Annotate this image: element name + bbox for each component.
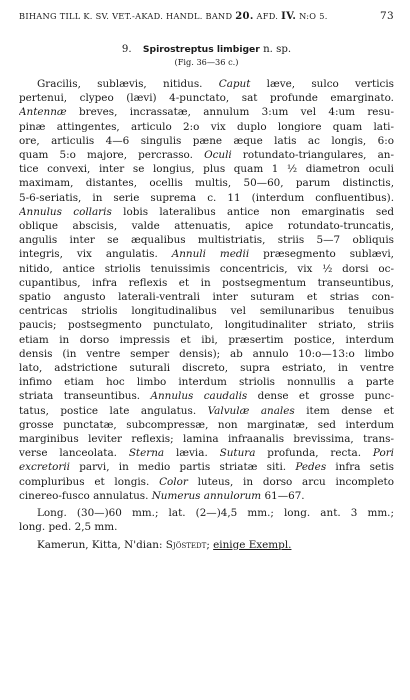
text-segment: integris, vix angulatis. bbox=[19, 248, 172, 261]
italic-term: Sutura bbox=[219, 447, 256, 460]
text-line bbox=[19, 191, 394, 205]
italic-term: Sterna bbox=[128, 447, 165, 460]
text-line bbox=[19, 176, 394, 190]
text-segment: oblique abscisis, valde attenuatis, apice rotundato-truncatis, bbox=[19, 220, 394, 233]
text-segment: dense et grosse punc- bbox=[247, 390, 394, 403]
text-segment: long. ped. 2,5 mm. bbox=[19, 521, 118, 534]
text-line bbox=[19, 489, 394, 503]
text-segment: centricas striolis longitudinalibus vel semilunaribus tenuibus bbox=[19, 305, 394, 318]
text-segment: infimo etiam hoc limbo interdum striolis nonnullis a parte bbox=[19, 376, 394, 389]
text-segment: tice convexi, inter se longius, plus quam 1 ½ diametron oculi bbox=[19, 163, 394, 176]
text-segment: ; bbox=[206, 538, 214, 551]
text-segment: Long. (30—)60 mm.; lat. (2—)4,5 mm.; long. ant. 3 mm.; bbox=[37, 507, 394, 520]
figure-reference: (Fig. 36—36 c.) bbox=[174, 57, 239, 67]
text-segment: Sjöstedt bbox=[165, 538, 207, 551]
running-header bbox=[19, 10, 394, 22]
text-line bbox=[19, 404, 394, 418]
text-line bbox=[19, 105, 394, 119]
text-segment: Kamerun, Kitta, N'dian: bbox=[37, 538, 166, 551]
italic-term: Annuli medii bbox=[171, 248, 250, 261]
text-line bbox=[19, 333, 394, 347]
entry-number: 9. bbox=[121, 44, 132, 55]
text-segment: breves, incrassatæ, annulum 3:um vel 4:um resu- bbox=[66, 106, 394, 119]
text-segment: 61—67. bbox=[261, 489, 305, 502]
text-segment: item dense et bbox=[294, 404, 394, 417]
text-segment: cinereo-fusco annulatus. bbox=[19, 489, 152, 502]
text-segment: parvi, in medio partis striatæ siti. bbox=[70, 461, 296, 474]
species-suffix: n. sp. bbox=[263, 44, 292, 55]
text-line bbox=[19, 538, 394, 552]
italic-term: Caput bbox=[218, 78, 251, 90]
text-segment: einige Exempl. bbox=[213, 538, 292, 551]
text-segment: Gracilis, sublævis, nitidus. bbox=[37, 78, 219, 90]
text-segment: profunda, recta. bbox=[255, 447, 373, 460]
text-line bbox=[19, 375, 394, 389]
text-line bbox=[19, 460, 394, 474]
italic-term: Color bbox=[159, 475, 188, 488]
text-segment: rotundato-triangulares, an- bbox=[231, 149, 394, 162]
text-line bbox=[19, 290, 394, 304]
italic-term: excretorii bbox=[19, 461, 70, 474]
text-line bbox=[19, 219, 394, 233]
text-segment: ore, articulis 4—6 singulis pæne æque latis ac longis, 6:o bbox=[19, 134, 394, 147]
text-segment: quam 5:o majore, percrasso. bbox=[19, 149, 205, 162]
text-segment: paucis; postsegmento punctulato, longitudinaliter striato, striis bbox=[19, 319, 394, 332]
text-segment: etiam in dorso impressis et ibi, præsertim postice, interdum bbox=[19, 333, 394, 346]
text-line bbox=[19, 262, 394, 276]
text-segment: marginibus leviter reflexis; lamina infraanalis brevissima, trans- bbox=[19, 433, 394, 446]
text-segment: lobis lateralibus antice non emarginatis sed bbox=[111, 205, 394, 218]
journal-citation: BIHANG TILL K. SV. VET.-AKAD. HANDL. BAND 20. AFD. IV. N:O 5. bbox=[19, 11, 328, 22]
italic-term: Numerus annulorum bbox=[151, 489, 262, 502]
text-segment: læve, sulco verticis bbox=[250, 78, 394, 90]
text-line bbox=[19, 520, 394, 534]
text-segment: præsegmento sublævi, bbox=[249, 248, 394, 261]
text-line bbox=[19, 432, 394, 446]
text-line bbox=[19, 276, 394, 290]
band-number: 20. bbox=[235, 11, 254, 22]
description-text bbox=[19, 77, 394, 552]
text-line bbox=[19, 91, 394, 105]
text-segment: cupantibus, infra reflexis et in postsegmentum transeuntibus, bbox=[19, 276, 394, 289]
afd-number: IV. bbox=[281, 11, 297, 22]
text-line bbox=[19, 77, 394, 91]
page-number: 73 bbox=[380, 10, 394, 22]
text-segment: pinæ attingentes, articulo 2:o vix duplo longiore quam lati- bbox=[19, 120, 394, 133]
text-line bbox=[19, 162, 394, 176]
text-segment: compluribus et longis. bbox=[19, 475, 160, 488]
text-line bbox=[19, 475, 394, 489]
text-segment: lævia. bbox=[164, 447, 220, 460]
italic-term: Pori bbox=[372, 447, 394, 460]
italic-term: Oculi bbox=[204, 149, 232, 162]
text-segment: luteus, in dorso arcu incompleto bbox=[187, 475, 394, 488]
text-segment: striata transeuntibus. bbox=[19, 390, 151, 403]
text-line bbox=[19, 120, 394, 134]
text-line bbox=[19, 506, 394, 520]
italic-term: Annulus collaris bbox=[19, 205, 112, 218]
text-segment: pertenui, clypeo (lævi) 4-punctato, sat profunde emarginato. bbox=[19, 92, 394, 105]
text-line bbox=[19, 347, 394, 361]
text-segment: angulis inter se æqualibus multistriatis, striis 5—7 obliquis bbox=[19, 234, 394, 247]
text-line bbox=[19, 418, 394, 432]
text-segment: maximam, distantes, ocellis multis, 50—60, parum distinctis, bbox=[19, 177, 394, 190]
text-segment: infra setis bbox=[326, 461, 394, 474]
text-line bbox=[19, 389, 394, 403]
text-segment: 5-6-seriatis, in serie suprema c. 11 (interdum confluentibus). bbox=[19, 191, 394, 204]
text-segment: grosse punctatæ, subcompressæ, non marginatæ, sed interdum bbox=[19, 418, 394, 431]
text-segment: densis (in ventre semper densis); ab annulo 10:o—13:o limbo bbox=[19, 347, 394, 360]
text-line bbox=[19, 247, 394, 261]
species-heading bbox=[19, 44, 394, 55]
text-line bbox=[19, 304, 394, 318]
text-line bbox=[19, 205, 394, 219]
text-line bbox=[19, 318, 394, 332]
italic-term: Pedes bbox=[295, 461, 327, 474]
text-segment: spatio angusto laterali-ventrali inter suturam et strias con- bbox=[19, 291, 394, 304]
text-segment: nitido, antice striolis tenuissimis concentricis, vix ½ dorsi oc- bbox=[19, 262, 394, 275]
text-line bbox=[19, 361, 394, 375]
italic-term: Valvulæ anales bbox=[207, 404, 295, 417]
italic-term: Annulus caudalis bbox=[150, 390, 248, 403]
text-segment: verse lanceolata. bbox=[19, 447, 129, 460]
species-name: Spirostreptus limbiger bbox=[142, 44, 260, 55]
text-line bbox=[19, 134, 394, 148]
text-segment: lato, adstrictione suturali discreto, supra estriato, in ventre bbox=[19, 362, 394, 375]
text-line bbox=[19, 233, 394, 247]
italic-term: Antennæ bbox=[19, 106, 67, 119]
text-line bbox=[19, 148, 394, 162]
text-line bbox=[19, 446, 394, 460]
text-segment: tatus, postice late angulatus. bbox=[19, 404, 208, 417]
